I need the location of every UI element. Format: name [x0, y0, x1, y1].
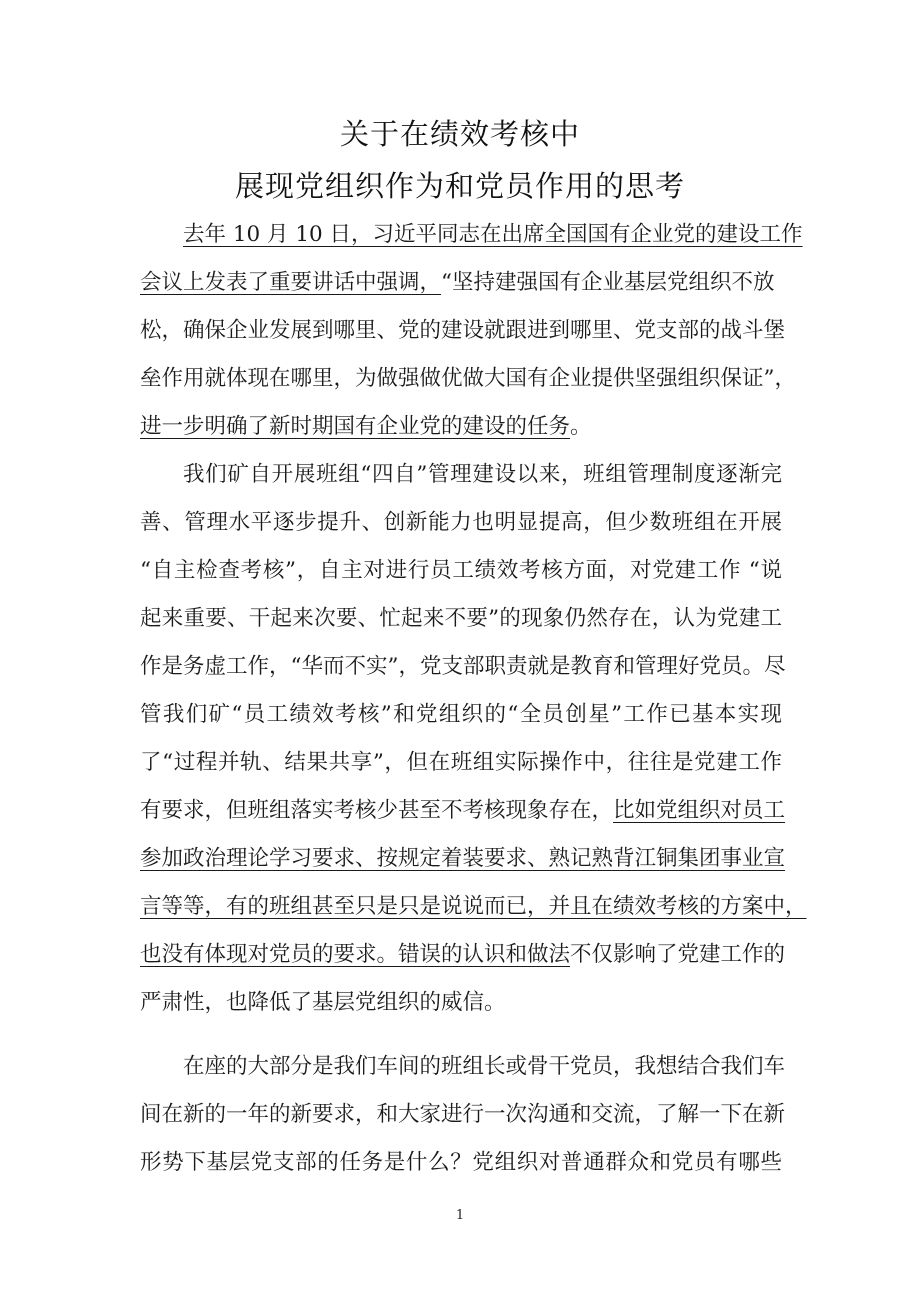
paragraph-line: 我们矿自开展班组“四自”管理建设以来，班组管理制度逐渐完: [183, 462, 782, 487]
paragraph-line: 管我们矿“员工绩效考核”和党组织的“全员创星”工作已基本实现: [140, 702, 782, 727]
paragraph-line: [140, 259, 782, 307]
paragraph-3: [140, 1043, 786, 1187]
paragraph-line: 形势下基层党支部的任务是什么？党组织对普通群众和党员有哪些: [140, 1150, 782, 1175]
paragraph-line: [140, 883, 807, 931]
paragraph-1: [140, 211, 803, 451]
underlined-text: 比如党组织对员工: [613, 798, 786, 823]
page-number: 1: [455, 1208, 465, 1223]
paragraph-line: 起来重要、干起来次要、忙起来不要”的现象仍然存在，认为党建工: [140, 606, 782, 631]
paragraph-line: 垒作用就体现在哪里，为做强做优做大国有企业提供坚强组织保证”，: [140, 366, 796, 391]
paragraph-line: “自主检查考核”，自主对进行员工绩效考核方面，对党建工作 “说: [140, 558, 782, 583]
paragraph-line: [140, 787, 786, 835]
paragraph-line: 了“过程并轨、结果共享”，但在班组实际操作中，往往是党建工作: [140, 750, 782, 775]
paragraph-line: 间在新的一年的新要求，和大家进行一次沟通和交流，了解一下在新: [140, 1102, 786, 1127]
document-title-line-2: 展现党组织作为和党员作用的思考: [234, 169, 685, 203]
text-span: “坚持建强国有企业基层党组织不放: [441, 270, 775, 295]
paragraph-line: [140, 211, 803, 259]
text-span: 有要求，但班组落实考核少甚至不考核现象存在，: [140, 798, 614, 823]
underlined-text: 会议上发表了重要讲话中强调，: [140, 270, 442, 295]
text-span: 。: [570, 414, 592, 439]
text-span: 不仅影响了党建工作的: [570, 942, 786, 967]
paragraph-line: 严肃性，也降低了基层党组织的威信。: [140, 990, 506, 1015]
paragraph-line: [140, 931, 786, 979]
paragraph-line: 善、管理水平逐步提升、创新能力也明显提高，但少数班组在开展: [140, 510, 782, 535]
paragraph-line: 作是务虚工作，“华而不实”，党支部职责就是教育和管理好党员。尽: [140, 654, 786, 679]
paragraph-line: [140, 835, 786, 883]
paragraph-line: [140, 403, 782, 451]
document-title-line-1: 关于在绩效考核中: [339, 117, 580, 151]
underlined-text: 也没有体现对党员的要求。错误的认识和做法: [140, 942, 571, 967]
underlined-text: 参加政治理论学习要求、按规定着装要求、熟记熟背江铜集团事业宣: [140, 846, 786, 871]
underlined-text: 去年 10 月 10 日，习近平同志在出席全国国有企业党的建设工作: [183, 222, 803, 247]
paragraph-line: 松，确保企业发展到哪里、党的建设就跟进到哪里、党支部的战斗堡: [140, 318, 786, 343]
paragraph-2: [140, 451, 807, 1027]
underlined-text: 言等等，有的班组甚至只是只是说说而已，并且在绩效考核的方案中，: [140, 894, 807, 919]
paragraph-line: 在座的大部分是我们车间的班组长或骨干党员，我想结合我们车: [183, 1054, 786, 1079]
underlined-text: 进一步明确了新时期国有企业党的建设的任务: [140, 414, 571, 439]
